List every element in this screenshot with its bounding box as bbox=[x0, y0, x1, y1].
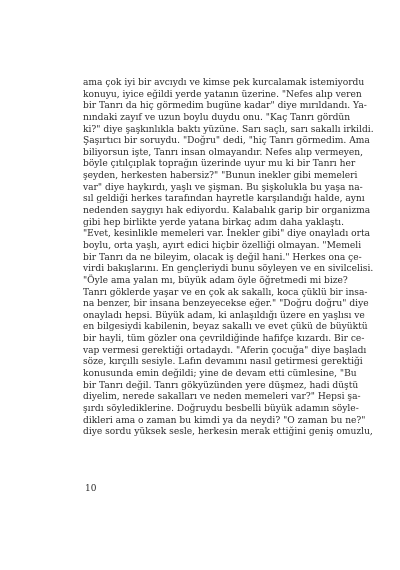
text-line: vap vermesi gerektiği ortadaydı. "Aferin çocuğa" diye başladı bbox=[83, 345, 367, 356]
text-line: nedenden saygıyı hak ediyordu. Kalabalık garip bir organizma bbox=[83, 206, 371, 217]
text-line: bir Tanrı da hiç görmedim bugüne kadar" diye mırıldandı. Ya- bbox=[83, 101, 367, 112]
text-line: söze, kırçıllı sesiyle. Lafın devamını nasıl getirmesi gerektiği bbox=[83, 357, 363, 368]
text-line: nındaki zayıf ve uzun boylu duydu onu. "Kaç Tanrı gördün bbox=[83, 112, 351, 123]
text-line: diyelim, nerede sakalları ve neden memeleri var?" Hepsi şa- bbox=[83, 392, 361, 403]
text-line: böyle çıtılçıplak toprağın üzerinde uyur mu ki bir Tanrı her bbox=[83, 159, 356, 170]
page-number: 10 bbox=[85, 484, 97, 494]
text-line: "Öyle ama yalan mı, büyük adam öyle öğretmedi mi bize? bbox=[83, 275, 348, 286]
text-line: virdi bakışlarını. En gençleriydi bunu söyleyen ve en sivilcelisi. bbox=[83, 264, 374, 275]
text-line: bir hayli, tüm gözler ona çevrildiğinde hafifçe kızardı. Bir ce- bbox=[83, 334, 365, 345]
text-line: "Evet, kesinlikle memeleri var. İnekler gibi" diye onayladı orta bbox=[83, 229, 371, 240]
text-line: konusunda emin değildi; yine de devam etti cümlesine, "Bu bbox=[83, 369, 357, 380]
text-line: var" diye haykırdı, yaşlı ve şişman. Bu şişkolukla bu yaşa na- bbox=[83, 182, 363, 193]
text-line: dikleri ama o zaman bu kimdi ya da neydi? "O zaman bu ne?" bbox=[83, 415, 366, 426]
text-line: ki?" diye şaşkınlıkla baktı yüzüne. Sarı saçlı, sarı sakallı irkildi. bbox=[83, 124, 374, 135]
text-line: bir Tanrı değil. Tanrı gökyüzünden yere düşmez, hadi düştü bbox=[83, 380, 359, 391]
text-line: biliyorsun işte, Tanrı insan olmayandır. Nefes alıp vermeyen, bbox=[83, 147, 363, 158]
text-line: sıl geldiği herkes tarafından hayretle karşılandığı halde, aynı bbox=[83, 194, 365, 205]
text-line: Şaşırtıcı bir soruydu. "Doğru" dedi, "hiç Tanrı görmedim. Ama bbox=[83, 136, 370, 147]
text-line: şeyden, herkesten habersiz?" "Bunun inekler gibi memeleri bbox=[83, 171, 358, 182]
text-line: bir Tanrı da ne bileyim, olacak iş değil hani." Herkes ona çe- bbox=[83, 252, 362, 263]
text-line: ama çok iyi bir avcıydı ve kimse pek kurcalamak istemiyordu bbox=[83, 78, 365, 88]
text-line: Tanrı göklerde yaşar ve en çok ak sakallı, koca çüklü bir insa- bbox=[83, 287, 368, 298]
text-line: şırdı söylediklerine. Doğruydu besbelli büyük adamın söyle- bbox=[83, 403, 359, 414]
text-line: onayladı hepsi. Büyük adam, ki anlaşıldığı üzere en yaşlısı ve bbox=[83, 310, 365, 321]
text-line: boylu, orta yaşlı, ayırt edici hiçbir özelliği olmayan. "Memeli bbox=[83, 240, 362, 251]
text-line: gibi hep birlikte yerde yatana birkaç adım daha yaklaştı. bbox=[83, 217, 344, 228]
body-text bbox=[83, 78, 374, 439]
text-line: en bilgesiydi kabilenin, beyaz sakallı ve evet çükü de büyüktü bbox=[83, 322, 368, 333]
text-line: na benzer, bir insana benzeyecekse eğer." "Doğru doğru" diye bbox=[83, 299, 369, 310]
text-line: konuyu, iyice eğildi yerde yatanın üzerine. "Nefes alıp veren bbox=[83, 89, 362, 100]
text-line: diye sordu yüksek sesle, herkesin merak ettiğini geniş omuzlu, bbox=[83, 427, 373, 438]
